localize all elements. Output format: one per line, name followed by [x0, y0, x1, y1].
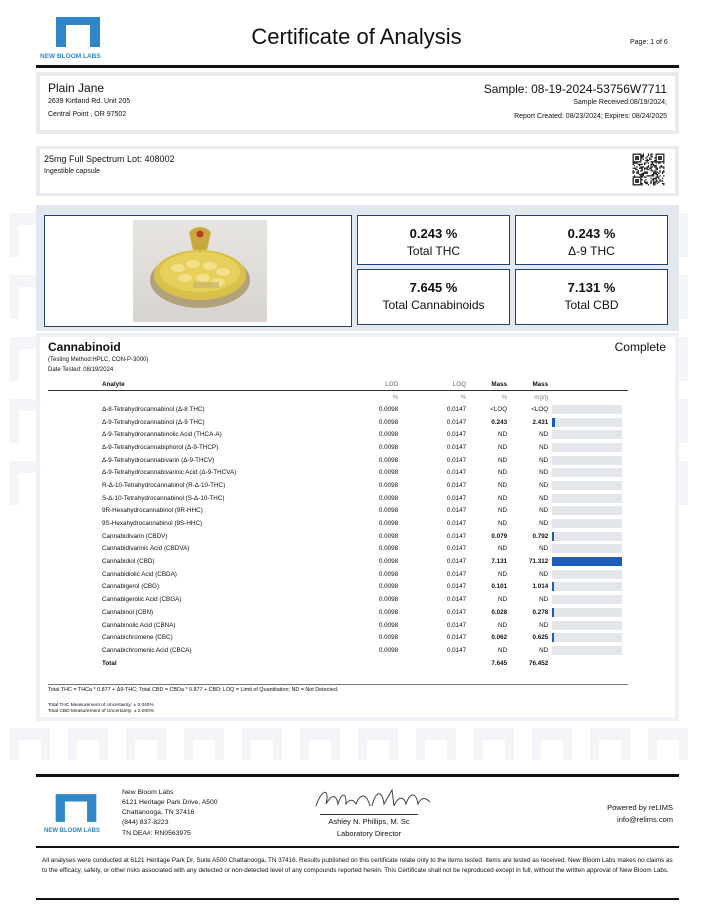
total-label: Total [102, 659, 117, 667]
concentration-bar [552, 595, 622, 604]
signer-title: Laboratory Director [336, 829, 402, 838]
col-analyte: Analyte [102, 380, 125, 388]
mass-percent: ND [498, 520, 508, 528]
table-row [48, 517, 628, 530]
testing-method: (Testing Method:HPLC, CON-P-3000) [48, 357, 149, 363]
loq-value: 0.0147 [446, 481, 467, 489]
lod-value: 0.0098 [378, 608, 399, 616]
total-mass-percent: 7.645 [491, 659, 508, 667]
analyte-name: Δ-9-Tetrahydrocannabivarinic Acid (Δ-9-THCVA) [102, 469, 237, 477]
table-row [48, 441, 628, 454]
kpi-total-thc [357, 215, 510, 265]
unit-loq: % [460, 393, 467, 401]
kpi-total-thc-value: 0.243 % [409, 226, 458, 241]
footer-rule-mid [36, 846, 679, 848]
loq-value: 0.0147 [446, 532, 467, 540]
loq-value: 0.0147 [446, 545, 467, 553]
section-title: Cannabinoid [48, 340, 121, 354]
lod-value: 0.0098 [378, 621, 399, 629]
table-row [48, 466, 628, 479]
mass-mg-per-g: ND [539, 545, 549, 553]
section-status: Complete [614, 340, 666, 354]
loq-value: 0.0147 [446, 405, 467, 413]
col-mass-mg: Mass [532, 380, 549, 388]
sample-received: Sample Received:08/19/2024; [573, 99, 667, 106]
unit-lod: % [392, 393, 399, 401]
loq-value: 0.0147 [446, 520, 467, 528]
mass-percent: <LOQ [490, 405, 508, 413]
analyte-name: Cannabigerol (CBG) [102, 583, 160, 591]
lab-address-2: Chattanooga, TN 37416 [122, 809, 195, 816]
mass-percent: ND [498, 646, 508, 654]
concentration-bar-fill [552, 608, 554, 617]
mass-mg-per-g: 1.014 [532, 583, 549, 591]
kpi-d9-thc-value: 0.243 % [567, 226, 616, 241]
concentration-bar-cell [548, 606, 628, 619]
loq-value: 0.0147 [446, 431, 467, 439]
mass-mg-per-g: ND [539, 481, 549, 489]
sample-id: Sample: 08-19-2024-53756W7711 [483, 82, 667, 96]
concentration-bar-cell [548, 631, 628, 644]
mass-percent: ND [498, 621, 508, 629]
mass-percent: ND [498, 507, 508, 515]
signature-line [320, 814, 418, 815]
concentration-bar [552, 532, 622, 541]
concentration-bar [552, 443, 622, 452]
mass-percent: ND [498, 443, 508, 451]
mass-mg-per-g: ND [539, 494, 549, 502]
analyte-name: Δ-9-Tetrahydrocannabinolic Acid (THCA-A) [102, 431, 222, 439]
powered-by: Powered by reLIMS [607, 803, 673, 812]
lod-value: 0.0098 [378, 646, 399, 654]
mass-mg-per-g: ND [539, 596, 549, 604]
lod-value: 0.0098 [378, 418, 399, 426]
signature [312, 784, 434, 814]
concentration-bar [552, 570, 622, 579]
concentration-bar-cell [548, 416, 628, 429]
concentration-bar [552, 468, 622, 477]
table-row [48, 416, 628, 429]
concentration-bar-cell [548, 568, 628, 581]
loq-value: 0.0147 [446, 558, 467, 566]
table-row [48, 619, 628, 632]
loq-value: 0.0147 [446, 469, 467, 477]
client-address-2: Central Point , OR 97502 [48, 111, 127, 118]
empty [353, 657, 398, 670]
concentration-bar-fill [552, 557, 622, 566]
mass-percent: 0.079 [491, 532, 508, 540]
kpi-total-cannabinoids-value: 7.645 % [409, 280, 458, 295]
loq-value: 0.0147 [446, 456, 467, 464]
concentration-bar [552, 481, 622, 490]
formula-note: Total THC = THCa * 0.877 + Δ9-THC; Total CBD = CBDa * 0.877 + CBD; LOQ = Limit of Quantitation; ND = Not Detected. [48, 687, 339, 693]
product-type: Ingestible capsule [44, 168, 101, 175]
product-photo [133, 220, 267, 322]
kpi-total-cbd [515, 269, 668, 325]
lod-value: 0.0098 [378, 583, 399, 591]
loq-value: 0.0147 [446, 596, 467, 604]
mass-percent: 0.243 [491, 418, 508, 426]
mass-mg-per-g: ND [539, 469, 549, 477]
lod-value: 0.0098 [378, 494, 399, 502]
loq-value: 0.0147 [446, 418, 467, 426]
footer-rule-bottom [36, 898, 679, 900]
lod-value: 0.0098 [378, 596, 399, 604]
concentration-bar [552, 646, 622, 655]
col-loq: LOQ [452, 380, 467, 388]
analyte-name: Cannabidiol (CBD) [102, 558, 155, 566]
lod-value: 0.0098 [378, 481, 399, 489]
mass-percent: ND [498, 469, 508, 477]
relims-email[interactable]: info@relims.com [617, 815, 673, 824]
concentration-bar-cell [548, 530, 628, 543]
analyte-name: Cannabidivarin (CBDV) [102, 532, 168, 540]
concentration-bar [552, 506, 622, 515]
concentration-bar [552, 418, 622, 427]
table-row [48, 555, 628, 568]
lod-value: 0.0098 [378, 532, 399, 540]
concentration-bar [552, 519, 622, 528]
mass-mg-per-g: ND [539, 507, 549, 515]
lod-value: 0.0098 [378, 443, 399, 451]
header-rule [36, 65, 679, 68]
loq-value: 0.0147 [446, 608, 467, 616]
kpi-d9-thc-label: Δ-9 THC [568, 244, 615, 258]
analyte-name: 9S-Hexahydrocannabinol (9S-HHC) [102, 520, 203, 528]
mass-mg-per-g: ND [539, 443, 549, 451]
concentration-bar-cell [548, 543, 628, 556]
analyte-name: Cannabinolic Acid (CBNA) [102, 621, 176, 629]
concentration-bar [552, 405, 622, 414]
analyte-name: Cannabichromenic Acid (CBCA) [102, 646, 192, 654]
mass-percent: 7.131 [491, 558, 508, 566]
col-mass-pct: Mass [491, 380, 508, 388]
mass-mg-per-g: <LOQ [531, 405, 549, 413]
concentration-bar [552, 608, 622, 617]
mass-mg-per-g: 71.312 [528, 558, 549, 566]
uncertainty-cbd: Total CBD Measurement of Uncertainty: ± 2.000% [48, 709, 155, 714]
concentration-bar-cell [548, 466, 628, 479]
concentration-bar-fill [552, 633, 554, 642]
footer-logo [52, 792, 100, 824]
concentration-bar-cell [548, 403, 628, 416]
loq-value: 0.0147 [446, 443, 467, 451]
table-row [48, 454, 628, 467]
disclaimer: All analyses were conducted at 6121 Heritage Park Dr, Suite A500 Chattanooga, TN 37416. Results published on this certificate relate only to the items tested. Items are tested as received. New Bloom Labs makes no claims as to the efficacy, safety, or other risks associated with any detected or non-detected level of any compounds reported herein. This Certificate shall not be reproduced except in full, without the written approval of New Bloom Labs. [42, 857, 673, 874]
mass-percent: ND [498, 545, 508, 553]
mass-mg-per-g: 0.278 [532, 608, 549, 616]
loq-value: 0.0147 [446, 583, 467, 591]
uncertainty-thc: Total THC Measurement of Uncertainty: ± 0.040% [48, 703, 154, 708]
mass-percent: ND [498, 456, 508, 464]
table-row [48, 492, 628, 505]
mass-percent: 0.028 [491, 608, 508, 616]
table-row [48, 530, 628, 543]
footer-logo-text: NEW BLOOM LABS [44, 828, 100, 834]
mass-mg-per-g: 0.792 [532, 532, 549, 540]
concentration-bar-cell [548, 492, 628, 505]
lod-value: 0.0098 [378, 431, 399, 439]
footer-rule-top [36, 774, 679, 777]
lod-value: 0.0098 [378, 520, 399, 528]
concentration-bar [552, 633, 622, 642]
mass-percent: 0.101 [491, 583, 508, 591]
concentration-bar-cell [548, 555, 628, 568]
table-row [48, 428, 628, 441]
table-units-row [48, 391, 628, 404]
analyte-name: R-Δ-10-Tetrahydrocannabinol (R-Δ-10-THC) [102, 481, 226, 489]
concentration-bar [552, 557, 622, 566]
analyte-name: Cannabidivarinic Acid (CBDVA) [102, 545, 190, 553]
analyte-name: 9R-Hexahydrocannabinol (9R-HHC) [102, 507, 203, 515]
lod-value: 0.0098 [378, 456, 399, 464]
notes-rule [48, 684, 628, 685]
analyte-name: Cannabinol (CBN) [102, 608, 154, 616]
lod-value: 0.0098 [378, 507, 399, 515]
mass-mg-per-g: 2.431 [532, 418, 549, 426]
kpi-total-thc-label: Total THC [406, 244, 461, 258]
loq-value: 0.0147 [446, 634, 467, 642]
concentration-bar-cell [548, 517, 628, 530]
concentration-bar-cell [548, 441, 628, 454]
concentration-bar-cell [548, 593, 628, 606]
mass-mg-per-g: ND [539, 621, 549, 629]
concentration-bar [552, 430, 622, 439]
table-header-row [48, 378, 628, 391]
mass-mg-per-g: ND [539, 570, 549, 578]
mass-mg-per-g: 0.625 [532, 634, 549, 642]
concentration-bar-cell [548, 619, 628, 632]
client-address-1: 2639 Kirtland Rd. Unit 205 [48, 98, 131, 105]
analyte-name: Δ-9-Tetrahydrocannabinol (Δ-9 THC) [102, 418, 205, 426]
analyte-name: Δ-9-Tetrahydrocannabivarin (Δ-9-THCV) [102, 456, 215, 464]
concentration-bar-cell [548, 644, 628, 657]
table-row [48, 403, 628, 416]
loq-value: 0.0147 [446, 646, 467, 654]
concentration-bar [552, 621, 622, 630]
cannabinoid-table [48, 378, 628, 669]
concentration-bar-fill [552, 532, 554, 541]
table-row [48, 631, 628, 644]
page-title: Certificate of Analysis [251, 24, 462, 49]
product-name: 25mg Full Spectrum Lot: 408002 [44, 154, 175, 164]
logo-text: NEW BLOOM LABS [40, 53, 101, 60]
lab-name: New Bloom Labs [122, 789, 174, 796]
lab-address-1: 6121 Heritage Park Drive, A500 [122, 799, 218, 806]
unit-mass-mg: mg/g [534, 393, 549, 401]
table-row [48, 606, 628, 619]
mass-percent: 0.062 [491, 634, 508, 642]
concentration-bar [552, 544, 622, 553]
analyte-name: S-Δ-10-Tetrahydrocannabinol (S-Δ-10-THC) [102, 494, 225, 502]
lab-phone: (844) 837-8223 [122, 819, 169, 826]
table-row [48, 644, 628, 657]
mass-mg-per-g: ND [539, 431, 549, 439]
table-row [48, 568, 628, 581]
analyte-name: Cannabichromene (CBC) [102, 634, 173, 642]
concentration-bar-fill [552, 418, 554, 427]
report-dates: Report Created: 08/23/2024; Expires: 08/24/2025 [514, 113, 667, 120]
loq-value: 0.0147 [446, 507, 467, 515]
table-row [48, 505, 628, 518]
concentration-bar [552, 582, 622, 591]
kpi-total-cbd-value: 7.131 % [567, 280, 616, 295]
qr-code [630, 151, 667, 188]
table-total-row [48, 657, 628, 670]
analyte-name: Δ-9-Tetrahydrocannabiphorol (Δ-9-THCP) [102, 443, 219, 451]
table-row [48, 543, 628, 556]
loq-value: 0.0147 [446, 494, 467, 502]
col-lod: LOD [385, 380, 399, 388]
lod-value: 0.0098 [378, 558, 399, 566]
empty [548, 657, 628, 670]
analyte-name: Cannabigerolic Acid (CBGA) [102, 596, 182, 604]
concentration-bar-cell [548, 428, 628, 441]
kpi-total-cbd-label: Total CBD [564, 298, 619, 312]
mass-percent: ND [498, 596, 508, 604]
mass-percent: ND [498, 481, 508, 489]
watermark-pattern-lower [0, 720, 713, 775]
analyte-name: Δ-8-Tetrahydrocannabinol (Δ-8 THC) [102, 405, 205, 413]
concentration-bar [552, 456, 622, 465]
mass-percent: ND [498, 431, 508, 439]
signer-name: Ashley N. Phillips, M. Sc [328, 817, 410, 826]
mass-mg-per-g: ND [539, 520, 549, 528]
kpi-total-cannabinoids [357, 269, 510, 325]
loq-value: 0.0147 [446, 621, 467, 629]
mass-percent: ND [498, 494, 508, 502]
lod-value: 0.0098 [378, 469, 399, 477]
mass-percent: ND [498, 570, 508, 578]
page-number: Page: 1 of 6 [630, 39, 668, 46]
table-row [48, 581, 628, 594]
lod-value: 0.0098 [378, 570, 399, 578]
client-name: Plain Jane [48, 81, 105, 95]
table-row [48, 479, 628, 492]
lod-value: 0.0098 [378, 634, 399, 642]
concentration-bar-cell [548, 454, 628, 467]
mass-mg-per-g: ND [539, 456, 549, 464]
mass-mg-per-g: ND [539, 646, 549, 654]
unit-mass-pct: % [501, 393, 508, 401]
kpi-d9-thc [515, 215, 668, 265]
concentration-bar [552, 494, 622, 503]
concentration-bar-fill [552, 582, 554, 591]
kpi-total-cannabinoids-label: Total Cannabinoids [382, 298, 485, 312]
lod-value: 0.0098 [378, 405, 399, 413]
date-tested: Date Tested: 08/19/2024 [48, 367, 114, 373]
table-row [48, 593, 628, 606]
concentration-bar-cell [548, 505, 628, 518]
concentration-bar-cell [548, 479, 628, 492]
empty [398, 657, 466, 670]
concentration-bar-cell [548, 581, 628, 594]
analyte-name: Cannabidiolic Acid (CBDA) [102, 570, 177, 578]
total-mass-mg-per-g: 76.452 [528, 659, 549, 667]
lod-value: 0.0098 [378, 545, 399, 553]
lab-dea: TN DEA#: RN0563975 [122, 830, 191, 837]
loq-value: 0.0147 [446, 570, 467, 578]
